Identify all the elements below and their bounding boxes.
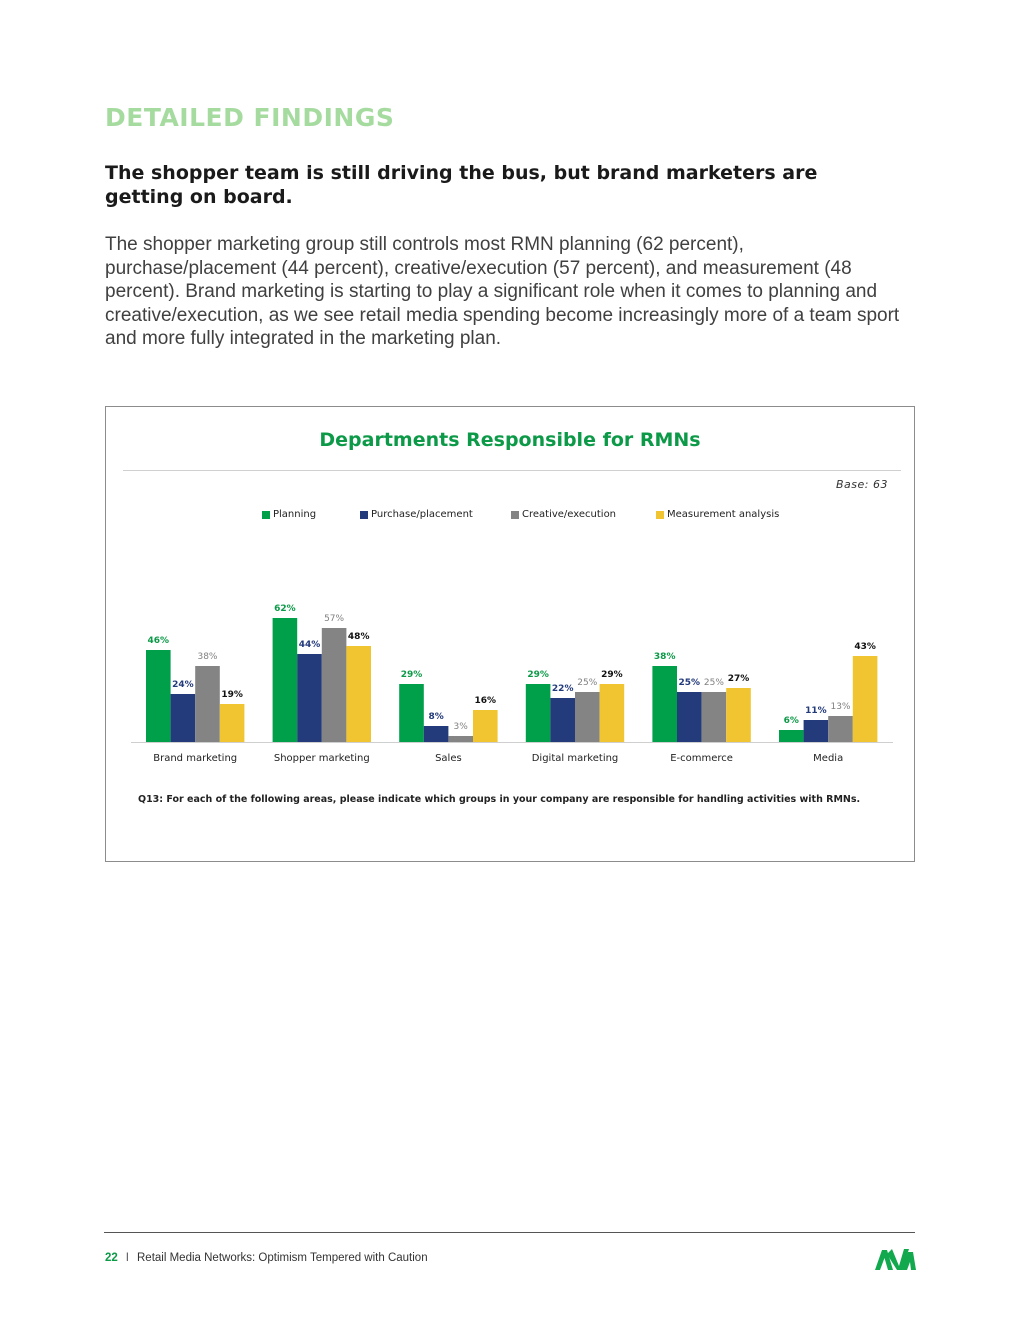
body-paragraph: The shopper marketing group still controls most RMN planning (62 percent), purchase/placement (44 percent), creative/execution (57 percent), and measurement (48 percent). Brand marketing is starting to play a significant role when it comes to planning and creative/execution, as we see retail media spending become increasingly more of a team sport and more fully integrated in the marketing plan.: [105, 234, 900, 349]
bar-4-6: [853, 656, 878, 742]
bar-2-1: [171, 694, 196, 742]
bar-1-6: [779, 730, 804, 742]
data-label: 6%: [783, 716, 799, 726]
data-label: 46%: [147, 636, 170, 646]
category-label: Sales: [435, 753, 462, 764]
bar-1-4: [526, 684, 551, 742]
data-label: 43%: [854, 642, 876, 652]
bar-3-3: [448, 736, 473, 742]
data-label: 16%: [474, 696, 497, 706]
category-label: Digital marketing: [531, 753, 619, 764]
category-label: Media: [813, 753, 844, 764]
legend-swatch: [360, 511, 368, 519]
data-label: 29%: [400, 670, 423, 680]
legend-item-1: [262, 509, 316, 520]
bar-4-2: [346, 646, 371, 742]
bar-2-6: [804, 720, 829, 742]
footer-divider: [104, 1232, 915, 1233]
legend-label: Measurement analysis: [667, 509, 780, 520]
bar-1-1: [146, 650, 171, 742]
data-label: 25%: [678, 678, 701, 688]
bar-2-4: [550, 698, 575, 742]
data-label: 29%: [527, 670, 549, 680]
data-label: 25%: [703, 678, 724, 688]
data-label: 38%: [653, 652, 676, 662]
data-label: 29%: [601, 670, 623, 680]
base-note: Base: 63: [836, 478, 888, 491]
legend-swatch: [262, 511, 270, 519]
bar-2-5: [677, 692, 702, 742]
data-label: 8%: [428, 712, 444, 722]
bar-3-6: [828, 716, 853, 742]
bar-1-2: [273, 618, 298, 742]
legend-item-4: [656, 509, 779, 520]
bar-1-3: [399, 684, 424, 742]
page-number: 22: [105, 1252, 118, 1264]
data-label: 11%: [805, 706, 827, 716]
category-label: Brand marketing: [153, 753, 238, 764]
bar-3-4: [575, 692, 600, 742]
data-label: 38%: [197, 652, 218, 662]
category-label: E-commerce: [670, 753, 733, 764]
data-label: 48%: [347, 632, 370, 642]
footer-separator: I: [125, 1252, 129, 1264]
data-label: 44%: [298, 640, 321, 650]
chart-panel: [105, 406, 915, 862]
legend-swatch: [511, 511, 519, 519]
bar-1-5: [652, 666, 677, 742]
bar-3-5: [702, 692, 727, 742]
category-label: Shopper marketing: [273, 753, 370, 764]
data-label: 19%: [221, 690, 243, 700]
data-label: 3%: [453, 722, 468, 732]
ana-logo: [873, 1246, 917, 1272]
data-label: 25%: [577, 678, 598, 688]
chart-legend: [106, 509, 914, 523]
legend-swatch: [656, 511, 664, 519]
data-label: 24%: [172, 680, 194, 690]
bar-4-4: [600, 684, 625, 742]
bar-4-3: [473, 710, 498, 742]
bar-4-5: [726, 688, 751, 742]
data-label: 57%: [324, 614, 345, 624]
title-divider: [123, 470, 901, 471]
bar-2-2: [297, 654, 322, 742]
page-footer: [105, 1252, 428, 1264]
legend-label: Purchase/placement: [371, 509, 473, 520]
data-label: 27%: [727, 674, 750, 684]
data-label: 22%: [551, 684, 574, 694]
bar-3-1: [195, 666, 220, 742]
publication-title: Retail Media Networks: Optimism Tempered with Caution: [137, 1252, 428, 1264]
data-label: 13%: [830, 702, 851, 712]
bar-4-1: [220, 704, 245, 742]
bar-chart: [106, 537, 914, 777]
bar-2-3: [424, 726, 449, 742]
data-label: 62%: [274, 604, 296, 614]
legend-label: Creative/execution: [522, 509, 617, 520]
chart-title: Departments Responsible for RMNs: [319, 429, 701, 451]
legend-item-2: [360, 509, 473, 520]
bar-3-2: [322, 628, 347, 742]
chart-footnote: Q13: For each of the following areas, please indicate which groups in your company are responsible for handling activities with RMNs.: [138, 794, 861, 805]
legend-item-3: [511, 509, 616, 520]
headline: The shopper team is still driving the bus, but brand marketers are getting on board.: [105, 162, 818, 208]
legend-label: Planning: [273, 509, 317, 520]
section-label: DETAILED FINDINGS: [105, 103, 395, 132]
